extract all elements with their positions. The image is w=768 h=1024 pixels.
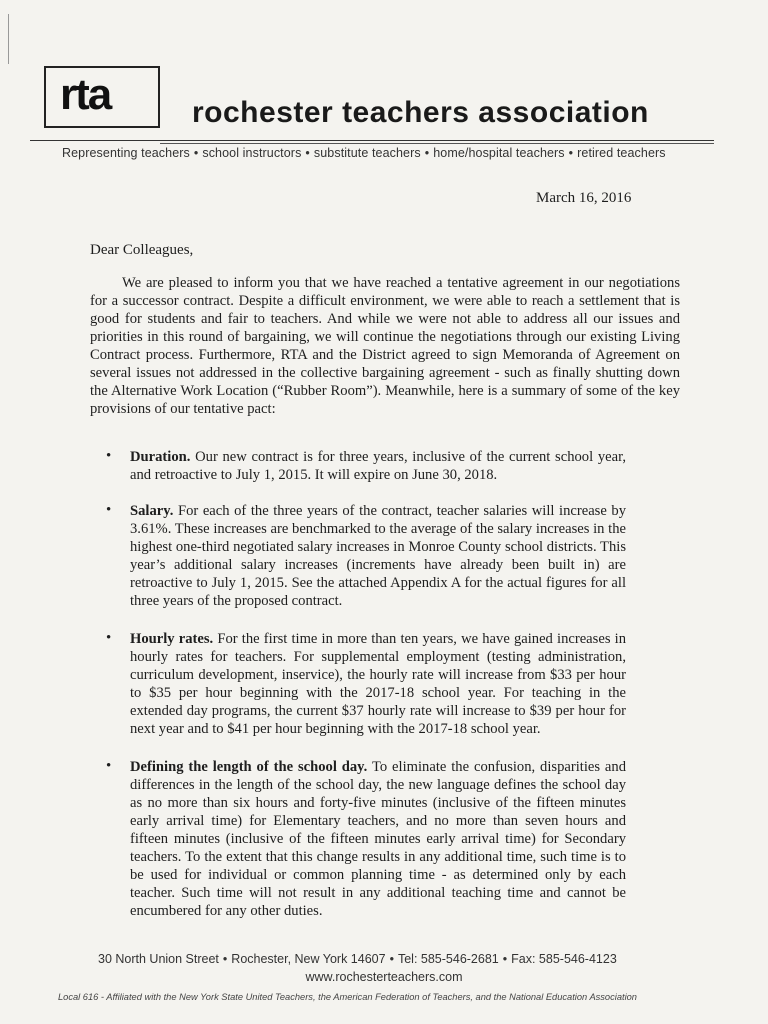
letter-date: March 16, 2016	[536, 190, 632, 206]
footer-tel: Tel: 585-546-2681	[397, 952, 499, 966]
scan-edge-mark	[8, 14, 9, 64]
footer-city: Rochester, New York 14607	[231, 952, 386, 966]
salutation: Dear Colleagues,	[90, 242, 194, 258]
rta-logo	[44, 66, 160, 128]
tagline-separator: •	[193, 146, 199, 160]
provision-title: Defining the length of the school day.	[130, 759, 368, 775]
bullet-icon: •	[106, 502, 112, 518]
provision-item	[90, 502, 626, 610]
provision-text: Our new contract is for three years, inclusive of the current school year, and retroactive to July 1, 2015. It will expire on June 30, 2018.	[130, 449, 627, 483]
bullet-icon: •	[106, 758, 112, 774]
provision-title: Duration.	[130, 449, 191, 465]
footer-separator: •	[502, 952, 508, 966]
provision-title: Salary.	[130, 503, 174, 519]
footer-separator: •	[222, 952, 228, 966]
provision-item	[90, 758, 626, 920]
provision-text: For the first time in more than ten years, we have gained increases in hourly rates for teachers. For supplemental employment (testing administration, curriculum development, inservice), the hourly rate will increase from $33 per hour to $35 per hour beginning with the 2017-18 school year. For teaching in the extended day programs, the current $37 hourly rate will increase to $39 per hour for next year and to $41 per hour beginning with the 2017-18 school year.	[130, 631, 627, 737]
footer-address	[98, 952, 658, 966]
footer-separator: •	[389, 952, 394, 966]
provision-body	[130, 448, 626, 484]
tagline-separator: •	[305, 146, 310, 160]
rta-logo-text: rta	[60, 70, 111, 119]
provision-title: Hourly rates.	[130, 631, 214, 647]
organization-name: rochester teachers association	[192, 96, 649, 129]
bullet-icon: •	[106, 630, 112, 646]
letterhead-divider	[30, 140, 714, 141]
tagline-item: retired teachers	[577, 146, 666, 160]
tagline-item: substitute teachers	[313, 146, 421, 160]
tagline-item: school instructors	[202, 146, 302, 160]
bullet-icon: •	[106, 448, 112, 464]
footer-street: 30 North Union Street	[98, 952, 219, 966]
tagline	[62, 146, 722, 160]
tagline-separator: •	[424, 146, 430, 160]
footer-fax: Fax: 585-546-4123	[511, 952, 617, 966]
provision-text: For each of the three years of the contract, teacher salaries will increase by 3.61%. These increases are benchmarked to the average of the salary increases in the highest one-third negotiated salary increases in Monroe County school districts. This year’s additional salary increases (increments have already been built in) are retroactive to July 1, 2015. See the attached Appendix A for the actual figures for all three years of the proposed contract.	[130, 503, 626, 609]
provision-text: To eliminate the confusion, disparities and differences in the length of the school day, the new language defines the school day as no more than six hours and forty-five minutes (inclusive of the fifteen minutes early arrival time) for Elementary teachers, and no more than seven hours and fifteen minutes (inclusive of the fifteen minutes early arrival time) for Secondary teachers. To the extent that this change results in any additional time, such time is to be used for individual or common planning time - as determined only by each teacher. Such time will not result in any additional teaching time and cannot be encumbered for any other duties.	[130, 759, 627, 919]
footer-affiliation: Local 616 - Affiliated with the New York State United Teachers, the American Federation of Teachers, and the National Education Association	[58, 992, 637, 1002]
tagline-item: Representing teachers	[62, 146, 190, 160]
provision-body	[130, 758, 626, 920]
letterhead-divider-thin	[160, 143, 714, 144]
provision-body	[130, 630, 626, 738]
provision-item	[90, 448, 626, 484]
intro-paragraph: We are pleased to inform you that we have reached a tentative agreement in our negotiations for a successor contract. Despite a difficult environment, we were able to reach a settlement that is good for students and fair to teachers. And while we were not able to address all our issues and priorities in this round of bargaining, we will continue the negotiations through our existing Living Contract process. Furthermore, RTA and the District agreed to sign Memoranda of Agreement on several issues not addressed in the collective bargaining agreement - such as finally shutting down the Alternative Work Location (“Rubber Room”). Meanwhile, here is a summary of some of the key provisions of our tentative pact:	[90, 275, 680, 417]
provision-item	[90, 630, 626, 738]
tagline-item: home/hospital teachers	[433, 146, 565, 160]
tagline-separator: •	[568, 146, 574, 160]
footer-website: www.rochesterteachers.com	[305, 970, 463, 984]
provision-body	[130, 502, 626, 610]
